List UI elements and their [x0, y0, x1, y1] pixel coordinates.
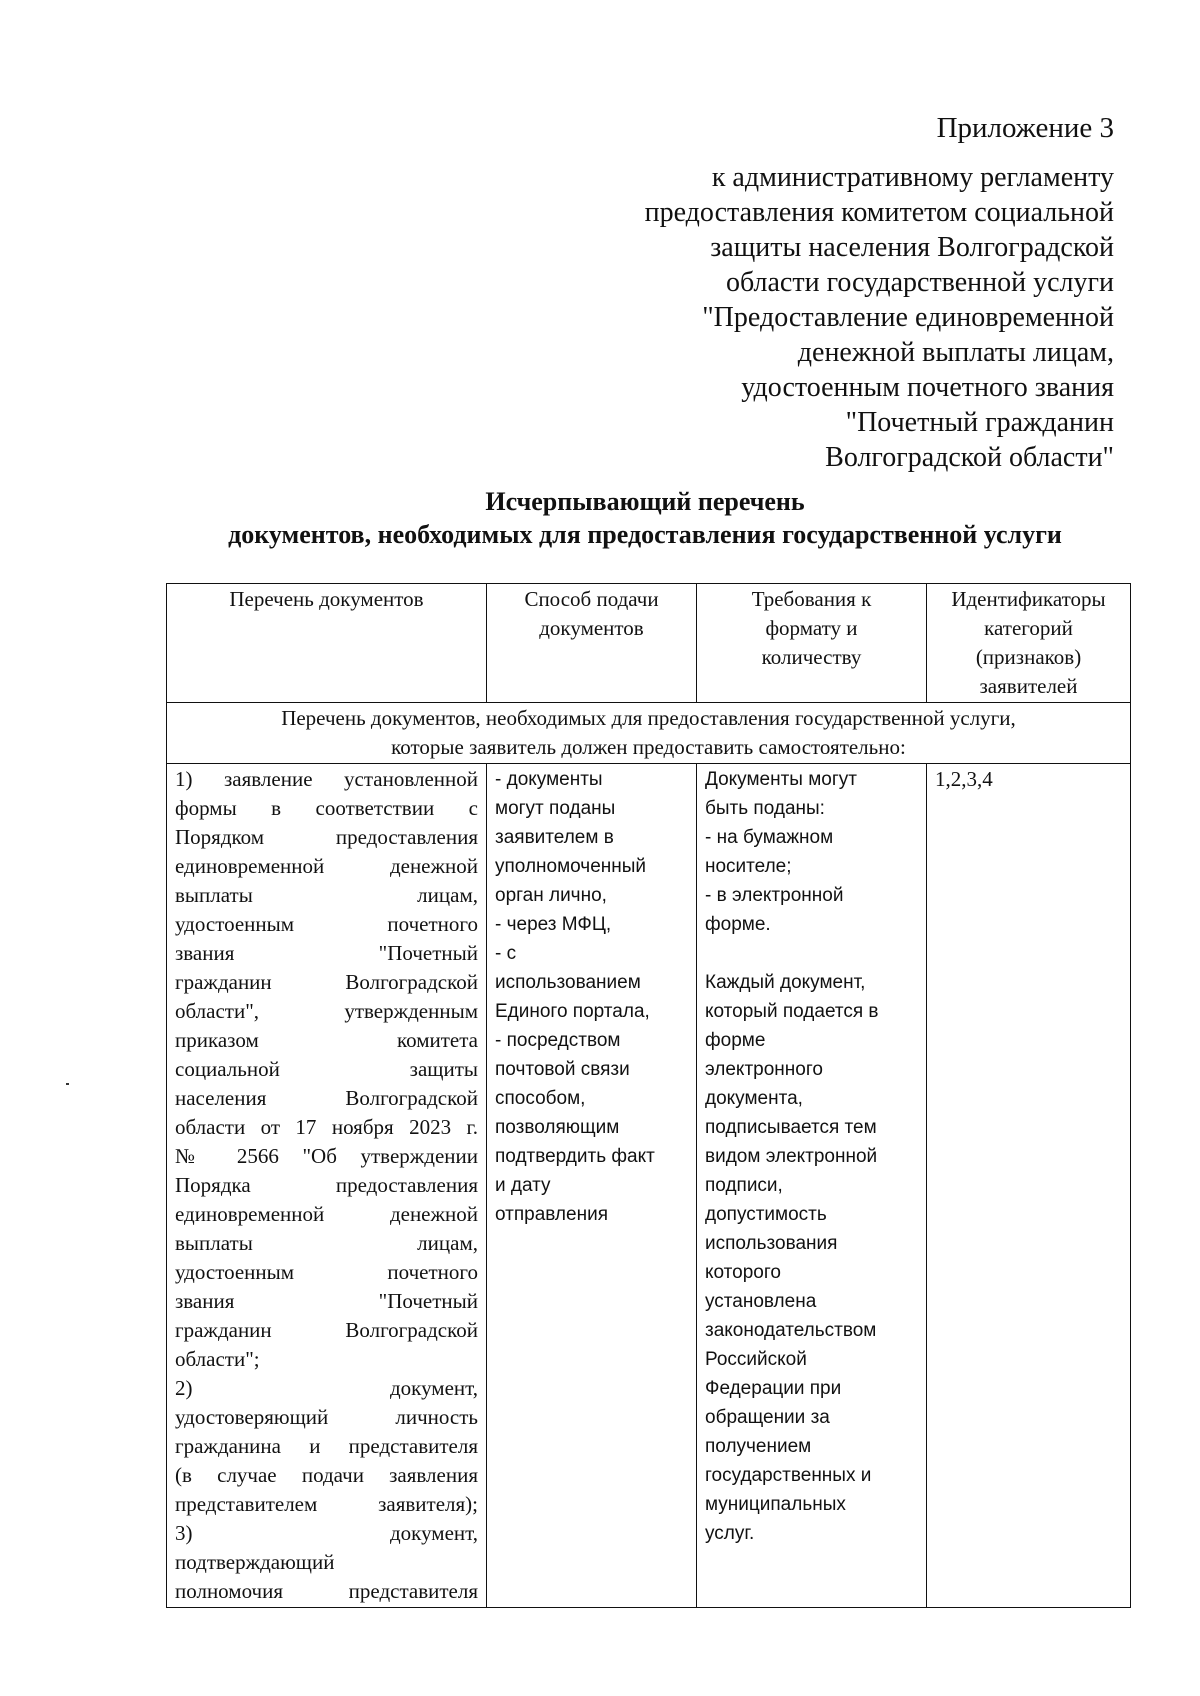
subtitle-line: предоставления комитетом социальной	[644, 197, 1114, 228]
column-header-documents: Перечень документов	[167, 584, 487, 703]
subtitle-line: Волгоградской области"	[825, 442, 1114, 473]
column-header-identifiers: Идентификаторы категорий (признаков) заявителей	[927, 584, 1131, 703]
title-line-2: документов, необходимых для предоставления государственной услуги	[228, 520, 1062, 549]
subtitle-line: "Почетный гражданин	[845, 407, 1114, 438]
appendix-subtitle	[554, 160, 1114, 475]
subtitle-line: денежной выплаты лицам,	[797, 337, 1114, 368]
document-title	[0, 485, 1200, 551]
subtitle-line: области государственной услуги	[725, 267, 1114, 298]
subtitle-line: к административному регламенту	[711, 162, 1114, 193]
paragraph-gap	[705, 939, 918, 968]
documents-cell: 1) заявление установленной формы в соответствии с Порядком предоставления единовременной денежной выплаты лицам, удостоенным почетного звания "Почетный гражданин Волгоградской области", утвержденным приказом комитета социальной защиты населения Волгоградской области от 17 ноября 2023 г. № 2566 "Об утверждении Порядка предоставления единовременной денежной выплаты лицам, удостоенным почетного звания "Почетный гражданин Волгоградской области"; 2) документ, удостоверяющий личность гражданина и представителя (в случае подачи заявления представителем заявителя); 3) документ, подтверждающий полномочия представителя	[167, 764, 487, 1608]
appendix-number: Приложение 3	[936, 112, 1114, 144]
table-row	[167, 764, 1131, 1608]
column-header-method: Способ подачи документов	[487, 584, 697, 703]
format-requirements-cell: Документы могут быть поданы: - на бумажном носителе; - в электронной форме. Каждый документ, который подается в форме электронного документа, подписывается тем видом электронной подписи, допустимость использования которого установлена законодательством Российской Федерации при обращении за получением государственных и муниципальных услуг.	[697, 764, 927, 1608]
subtitle-line: удостоенным почетного звания	[741, 372, 1114, 403]
table-section-row	[167, 703, 1131, 764]
section-caption: Перечень документов, необходимых для предоставления государственной услуги, которые заявитель должен предоставить самостоятельно:	[167, 703, 1131, 764]
documents-table	[166, 583, 1131, 1608]
identifiers-cell: 1,2,3,4	[927, 764, 1131, 1608]
title-line-1: Исчерпывающий перечень	[485, 487, 805, 516]
table-header-row	[167, 584, 1131, 703]
margin-mark	[66, 1083, 69, 1085]
subtitle-line: "Предоставление единовременной	[702, 302, 1114, 333]
subtitle-line: защиты населения Волгоградской	[710, 232, 1114, 263]
column-header-format: Требования к формату и количеству	[697, 584, 927, 703]
submission-method-cell: - документы могут поданы заявителем в уполномоченный орган лично, - через МФЦ, - с использованием Единого портала, - посредством почтовой связи способом, позволяющим подтвердить факт и дату отправления	[487, 764, 697, 1608]
